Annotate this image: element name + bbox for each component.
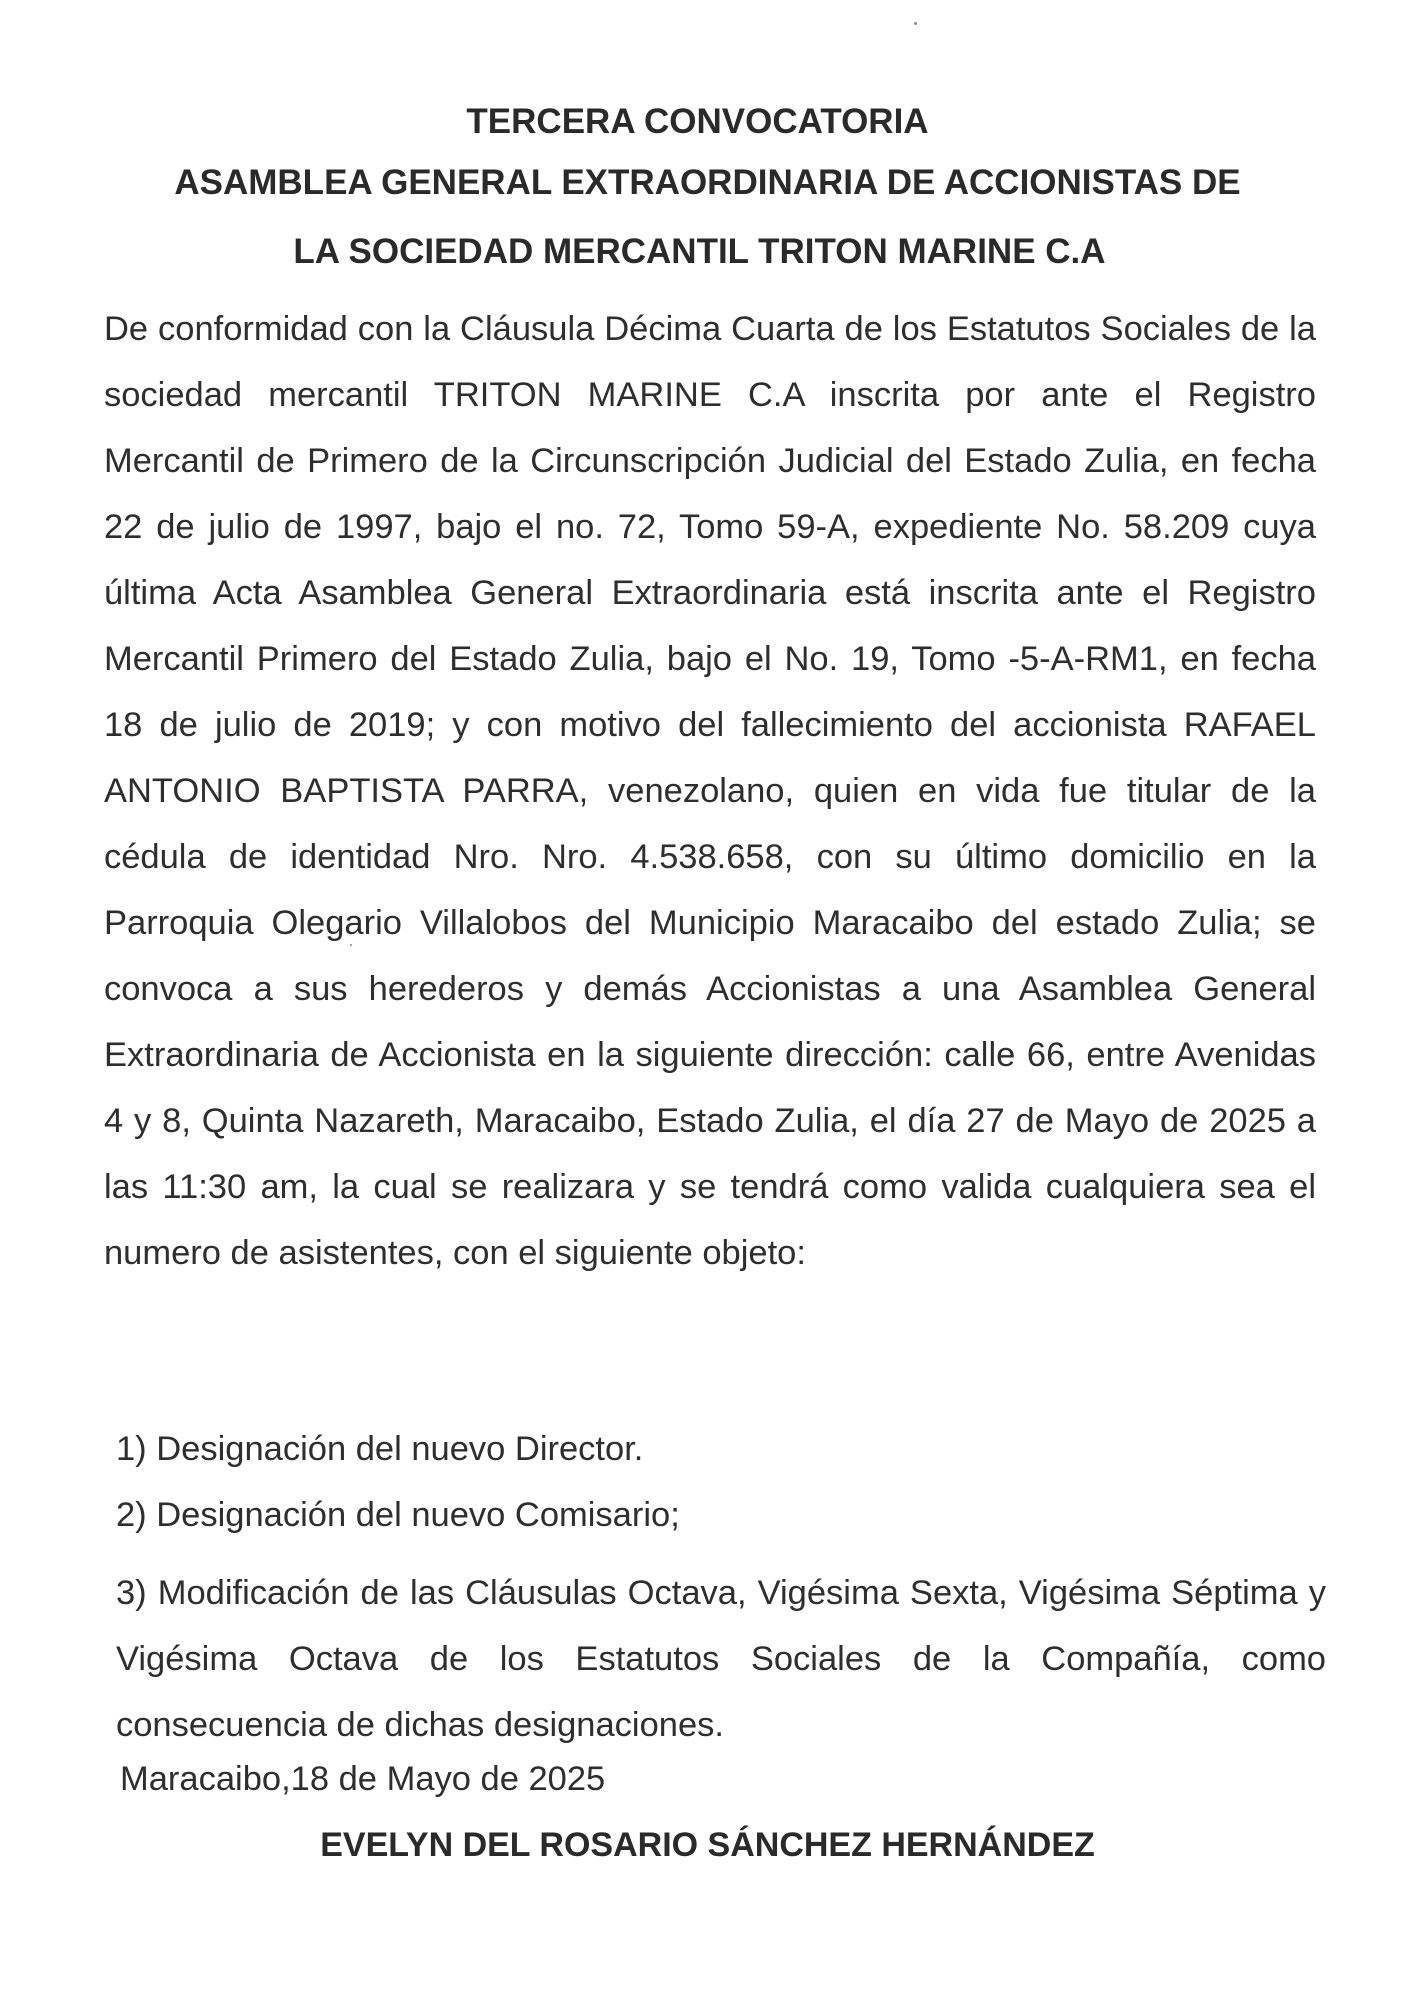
heading-sociedad: LA SOCIEDAD MERCANTIL TRITON MARINE C.A	[293, 232, 1106, 271]
body-paragraph: De conformidad con la Cláusula Décima Cuarta de los Estatutos Sociales de la sociedad mercantil TRITON MARINE C.A inscrita por ante el Registro Mercantil de Primero de la Circunscripción Judicial del Estado Zulia, en fecha 22 de julio de 1997, bajo el no. 72, Tomo 59-A, expediente No. 58.209 cuya última Acta Asamblea General Extraordinaria está inscrita ante el Registro Mercantil Primero del Estado Zulia, bajo el No. 19, Tomo -5-A-RM1, en fecha 18 de julio de 2019; y con motivo del fallecimiento del accionista RAFAEL ANTONIO BAPTISTA PARRA, venezolano, quien en vida fue titular de la cédula de identidad Nro. Nro. 4.538.658, con su último domicilio en la Parroquia Olegario Villalobos del Municipio Maracaibo del estado Zulia; se convoca a sus herederos y demás Accionistas a una Asamblea General Extraordinaria de Accionista en la siguiente dirección: calle 66, entre Avenidas 4 y 8, Quinta Nazareth, Maracaibo, Estado Zulia, el día 27 de Mayo de 2025 a las 11:30 am, la cual se realizara y se tendrá como valida cualquiera sea el numero de asistentes, con el siguiente objeto:	[104, 310, 1316, 1272]
agenda-item-1: 1) Designación del nuevo Director.	[116, 1430, 644, 1468]
agenda-item-2: 2) Designación del nuevo Comisario;	[116, 1496, 680, 1534]
heading-asamblea: ASAMBLEA GENERAL EXTRAORDINARIA DE ACCIONISTAS DE	[174, 163, 1241, 202]
place-date: Maracaibo,18 de Mayo de 2025	[120, 1760, 606, 1798]
signatory-name: EVELYN DEL ROSARIO SÁNCHEZ HERNÁNDEZ	[320, 1826, 1095, 1864]
agenda-item-3: 3) Modificación de las Cláusulas Octava, Vigésima Sexta, Vigésima Séptima y Vigésima Octava de los Estatutos Sociales de la Compañía, como consecuencia de dichas designaciones.	[116, 1574, 1326, 1744]
scan-speck	[914, 22, 917, 25]
heading-convocatoria: TERCERA CONVOCATORIA	[466, 102, 929, 141]
